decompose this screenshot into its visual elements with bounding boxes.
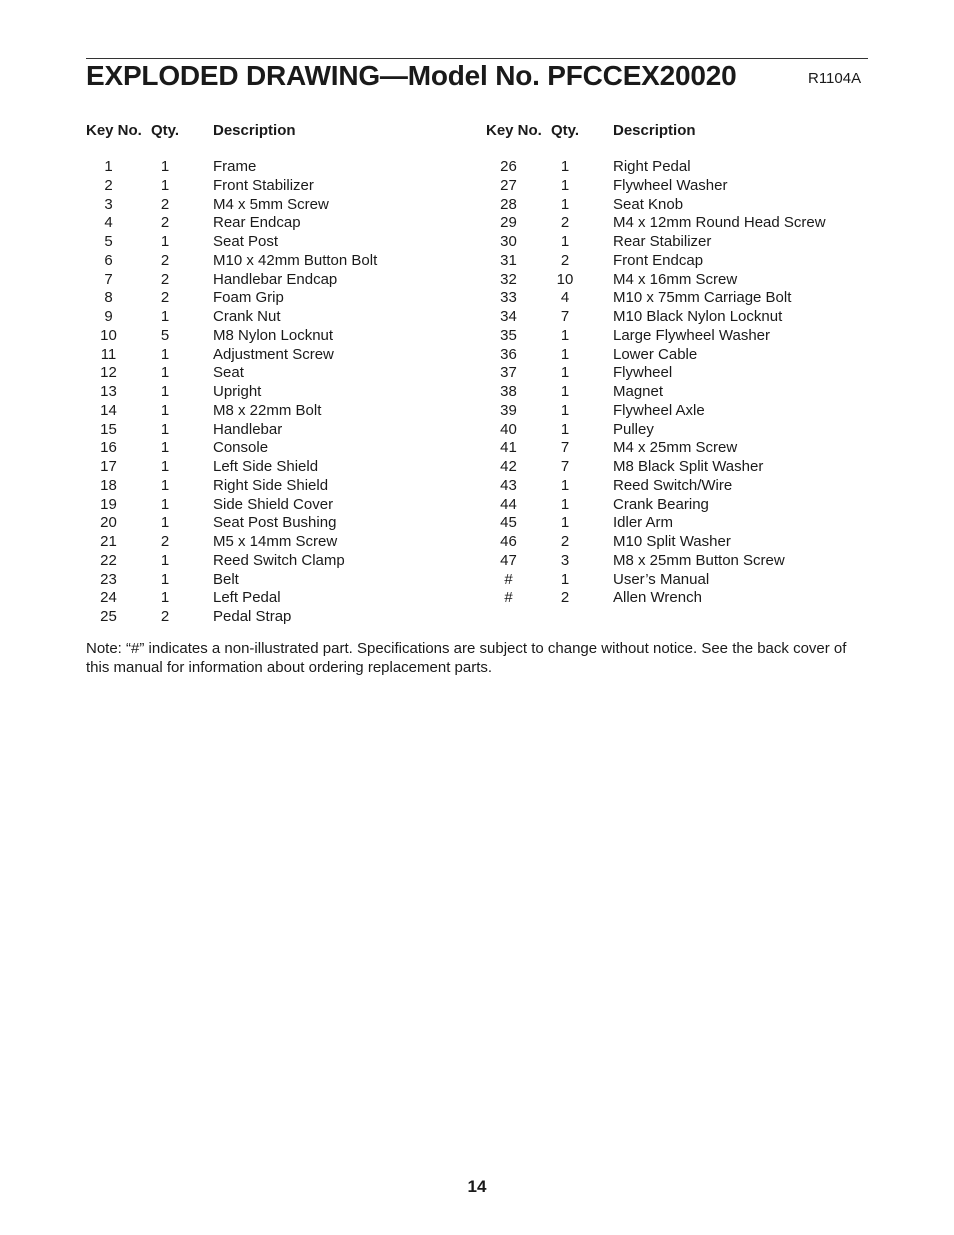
qty-cell: 1 xyxy=(160,401,170,419)
table-row xyxy=(486,233,866,252)
key-no-cell: 2 xyxy=(104,176,113,194)
description-header: Description xyxy=(213,122,296,139)
table-row xyxy=(486,552,866,571)
parts-rows-right xyxy=(486,158,866,608)
description-cell: Seat Post Bushing xyxy=(213,514,337,532)
table-row xyxy=(86,496,466,515)
description-cell: Front Stabilizer xyxy=(213,176,314,194)
table-row xyxy=(486,308,866,327)
key-no-cell: 42 xyxy=(500,458,517,475)
key-no-cell: 28 xyxy=(500,195,517,213)
qty-cell: 1 xyxy=(560,326,570,344)
table-row xyxy=(486,402,866,421)
qty-cell: 1 xyxy=(160,551,170,569)
table-row xyxy=(486,589,866,608)
key-no-cell: 14 xyxy=(100,401,117,419)
table-row xyxy=(486,477,866,496)
table-row xyxy=(86,589,466,608)
table-row xyxy=(86,552,466,571)
qty-cell: 1 xyxy=(160,383,170,400)
table-row xyxy=(486,533,866,552)
description-cell: Rear Stabilizer xyxy=(613,233,712,250)
description-cell: Magnet xyxy=(613,383,664,400)
description-cell: Allen Wrench xyxy=(613,589,702,607)
table-row xyxy=(86,177,466,196)
table-row xyxy=(86,346,466,365)
description-cell: Front Endcap xyxy=(613,251,704,269)
qty-cell: 5 xyxy=(160,326,170,344)
table-row xyxy=(86,289,466,308)
description-cell: M10 Black Nylon Locknut xyxy=(613,308,783,325)
table-row xyxy=(486,383,866,402)
key-no-cell: 32 xyxy=(500,270,517,288)
qty-cell: 2 xyxy=(560,533,570,550)
key-no-cell: 17 xyxy=(100,458,117,475)
qty-cell: 1 xyxy=(160,439,170,457)
qty-cell: 2 xyxy=(560,251,570,269)
table-row xyxy=(86,158,466,177)
table-row xyxy=(486,496,866,515)
table-row xyxy=(86,439,466,458)
qty-cell: 1 xyxy=(560,195,570,213)
key-no-cell: 45 xyxy=(500,514,517,532)
key-no-cell: 37 xyxy=(500,364,517,382)
description-cell: M4 x 25mm Screw xyxy=(613,439,738,457)
key-no-cell: 31 xyxy=(500,251,517,269)
description-cell: Idler Arm xyxy=(613,514,674,532)
page-title: EXPLODED DRAWING—Model No. PFCCEX20020 xyxy=(86,60,737,91)
parts-list-right xyxy=(486,121,866,608)
table-row xyxy=(86,383,466,402)
key-no-cell: 46 xyxy=(500,533,517,550)
table-row xyxy=(86,514,466,533)
key-no-cell: 39 xyxy=(500,401,517,419)
qty-cell: 7 xyxy=(560,458,570,475)
description-cell: Right Pedal xyxy=(613,158,691,175)
key-no-cell: 13 xyxy=(100,383,117,400)
description-cell: M5 x 14mm Screw xyxy=(213,533,338,550)
description-cell: Reed Switch Clamp xyxy=(213,551,345,569)
description-cell: M4 x 16mm Screw xyxy=(613,270,738,288)
key-no-header: Key No. xyxy=(486,122,542,139)
qty-cell: 1 xyxy=(560,401,570,419)
table-row xyxy=(486,514,866,533)
qty-cell: 1 xyxy=(160,495,170,513)
qty-cell: 2 xyxy=(160,270,170,288)
table-row xyxy=(486,252,866,271)
qty-cell: 1 xyxy=(160,420,170,438)
table-row xyxy=(86,308,466,327)
key-no-cell: 30 xyxy=(500,233,517,250)
parts-list-header xyxy=(86,121,466,141)
qty-header: Qty. xyxy=(551,122,580,139)
page-number: 14 xyxy=(467,1177,487,1196)
table-row xyxy=(486,158,866,177)
key-no-cell: 38 xyxy=(500,383,517,400)
qty-cell: 1 xyxy=(560,176,570,194)
qty-header: Qty. xyxy=(151,122,180,139)
description-cell: Seat Post xyxy=(213,233,279,250)
description-cell: Crank Nut xyxy=(213,308,281,325)
description-cell: M8 Nylon Locknut xyxy=(213,326,334,344)
key-no-cell: 6 xyxy=(104,251,113,269)
table-row xyxy=(86,327,466,346)
description-cell: Flywheel Axle xyxy=(613,401,705,419)
key-no-cell: 9 xyxy=(104,308,113,325)
qty-cell: 1 xyxy=(160,158,170,175)
key-no-cell: 20 xyxy=(100,514,117,532)
table-row xyxy=(486,571,866,590)
key-no-cell: 8 xyxy=(104,289,113,307)
document-code: R1104A xyxy=(808,70,862,87)
key-no-cell: 25 xyxy=(100,608,117,625)
description-cell: M8 x 25mm Button Screw xyxy=(613,551,785,569)
qty-cell: 10 xyxy=(556,270,574,288)
key-no-cell: 36 xyxy=(500,345,517,363)
description-cell: Handlebar Endcap xyxy=(213,270,338,288)
description-cell: Frame xyxy=(213,158,257,175)
parts-list-header xyxy=(486,121,866,141)
description-cell: M8 Black Split Washer xyxy=(613,458,764,475)
description-cell: Seat xyxy=(213,364,244,382)
qty-cell: 1 xyxy=(160,589,170,607)
description-cell: M8 x 22mm Bolt xyxy=(213,401,322,419)
table-row xyxy=(86,421,466,440)
key-no-cell: 33 xyxy=(500,289,517,307)
description-cell: User’s Manual xyxy=(613,570,710,588)
description-cell: M10 Split Washer xyxy=(613,533,731,550)
key-no-cell: 5 xyxy=(104,233,113,250)
description-cell: Seat Knob xyxy=(613,195,684,213)
table-row xyxy=(86,477,466,496)
description-cell: Flywheel Washer xyxy=(613,176,728,194)
table-row xyxy=(486,439,866,458)
description-cell: Left Side Shield xyxy=(213,458,319,475)
key-no-cell: 19 xyxy=(100,495,117,513)
qty-cell: 4 xyxy=(560,289,570,307)
qty-cell: 2 xyxy=(160,289,170,307)
key-no-cell: 7 xyxy=(104,270,113,288)
key-no-cell: 27 xyxy=(500,176,517,194)
qty-cell: 1 xyxy=(560,383,570,400)
description-cell: Side Shield Cover xyxy=(213,495,334,513)
qty-cell: 1 xyxy=(160,570,170,588)
table-row xyxy=(86,233,466,252)
parts-list-left xyxy=(86,121,466,627)
table-row xyxy=(486,289,866,308)
qty-cell: 1 xyxy=(160,176,170,194)
key-no-header: Key No. xyxy=(86,122,142,139)
qty-cell: 1 xyxy=(160,345,170,363)
key-no-cell: 24 xyxy=(100,589,117,607)
qty-cell: 1 xyxy=(560,570,570,588)
qty-cell: 2 xyxy=(560,589,570,607)
key-no-cell: 1 xyxy=(104,158,113,175)
key-no-cell: 43 xyxy=(500,476,517,494)
qty-cell: 2 xyxy=(160,195,170,213)
key-no-cell: 10 xyxy=(100,326,117,344)
description-cell: M10 x 42mm Button Bolt xyxy=(213,251,378,269)
key-no-cell: 40 xyxy=(500,420,517,438)
description-cell: M4 x 12mm Round Head Screw xyxy=(613,214,826,232)
qty-cell: 2 xyxy=(160,608,170,625)
table-row xyxy=(486,177,866,196)
qty-cell: 1 xyxy=(560,476,570,494)
description-cell: Crank Bearing xyxy=(613,495,709,513)
qty-cell: 1 xyxy=(560,514,570,532)
description-cell: Foam Grip xyxy=(213,289,284,307)
description-cell: Belt xyxy=(213,570,239,588)
table-row xyxy=(486,364,866,383)
qty-cell: 1 xyxy=(160,364,170,382)
table-row xyxy=(86,271,466,290)
key-no-cell: 41 xyxy=(500,439,517,457)
qty-cell: 7 xyxy=(560,439,570,457)
footnote: Note: “#” indicates a non-illustrated part. Specifications are subject to change without notice. See the back cover of this manual for information about ordering replacement parts. xyxy=(86,640,847,676)
description-cell: Rear Endcap xyxy=(213,214,301,232)
table-row xyxy=(86,196,466,215)
key-no-cell: 4 xyxy=(104,214,113,232)
qty-cell: 3 xyxy=(560,551,570,569)
description-cell: Upright xyxy=(213,383,262,400)
description-cell: Console xyxy=(213,439,269,457)
qty-cell: 2 xyxy=(560,214,570,232)
qty-cell: 1 xyxy=(160,476,170,494)
qty-cell: 1 xyxy=(560,345,570,363)
description-cell: Adjustment Screw xyxy=(213,345,334,363)
table-row xyxy=(486,421,866,440)
qty-cell: 1 xyxy=(160,308,170,325)
qty-cell: 7 xyxy=(560,308,570,325)
key-no-cell: 26 xyxy=(500,158,517,175)
key-no-cell: 22 xyxy=(100,551,117,569)
key-no-cell: # xyxy=(504,570,513,588)
key-no-cell: 15 xyxy=(100,420,117,438)
description-cell: Large Flywheel Washer xyxy=(613,326,771,344)
qty-cell: 2 xyxy=(160,214,170,232)
qty-cell: 1 xyxy=(560,158,570,175)
key-no-cell: 11 xyxy=(100,345,117,363)
key-no-cell: 21 xyxy=(100,533,117,550)
key-no-cell: 18 xyxy=(100,476,117,494)
key-no-cell: 12 xyxy=(100,364,117,382)
key-no-cell: 47 xyxy=(500,551,517,569)
description-cell: M10 x 75mm Carriage Bolt xyxy=(613,289,792,307)
description-cell: Pedal Strap xyxy=(213,608,292,625)
description-cell: Pulley xyxy=(613,420,654,438)
table-row xyxy=(86,364,466,383)
description-cell: Left Pedal xyxy=(213,589,281,607)
key-no-cell: 16 xyxy=(100,439,117,457)
key-no-cell: 29 xyxy=(500,214,517,232)
table-row xyxy=(486,327,866,346)
table-row xyxy=(486,196,866,215)
qty-cell: 1 xyxy=(160,458,170,475)
table-row xyxy=(486,346,866,365)
parts-rows-left xyxy=(86,158,466,627)
table-row xyxy=(86,608,466,627)
key-no-cell: 3 xyxy=(104,195,113,213)
qty-cell: 1 xyxy=(160,233,170,250)
table-row xyxy=(86,402,466,421)
table-row xyxy=(86,458,466,477)
qty-cell: 1 xyxy=(560,420,570,438)
key-no-cell: 23 xyxy=(100,570,117,588)
table-row xyxy=(86,252,466,271)
description-cell: Handlebar xyxy=(213,420,283,438)
description-cell: Right Side Shield xyxy=(213,476,329,494)
key-no-cell: 35 xyxy=(500,326,517,344)
key-no-cell: 44 xyxy=(500,495,517,513)
description-header: Description xyxy=(613,122,696,139)
qty-cell: 1 xyxy=(560,495,570,513)
qty-cell: 1 xyxy=(560,364,570,382)
description-cell: Lower Cable xyxy=(613,345,698,363)
table-row xyxy=(486,214,866,233)
qty-cell: 2 xyxy=(160,533,170,550)
table-row xyxy=(86,214,466,233)
key-no-cell: # xyxy=(504,589,513,607)
description-cell: Reed Switch/Wire xyxy=(613,476,733,494)
table-row xyxy=(86,533,466,552)
description-cell: Flywheel xyxy=(613,364,673,382)
table-row xyxy=(486,271,866,290)
key-no-cell: 34 xyxy=(500,308,517,325)
table-row xyxy=(486,458,866,477)
description-cell: M4 x 5mm Screw xyxy=(213,195,329,213)
table-row xyxy=(86,571,466,590)
qty-cell: 2 xyxy=(160,251,170,269)
qty-cell: 1 xyxy=(160,514,170,532)
qty-cell: 1 xyxy=(560,233,570,250)
